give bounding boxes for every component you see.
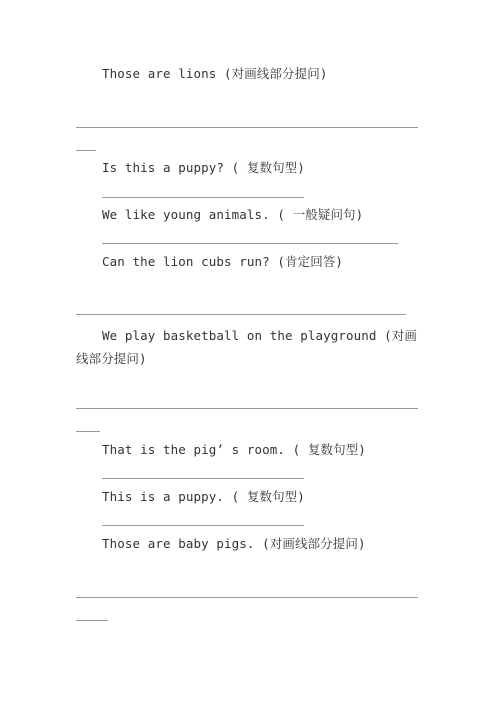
question-1: Those are lions (对画线部分提问) xyxy=(102,66,328,81)
answer-line-5 xyxy=(76,408,418,409)
question-2: Is this a puppy? ( 复数句型) xyxy=(102,160,305,175)
answer-line-3 xyxy=(102,243,398,244)
question-6: That is the pig’ s room. ( 复数句型) xyxy=(102,442,366,457)
answer-line-1 xyxy=(76,127,418,128)
answer-line-7 xyxy=(102,525,304,526)
answer-line-5-continued xyxy=(76,431,100,432)
answer-line-8 xyxy=(76,597,418,598)
answer-line-4 xyxy=(76,314,406,315)
question-8: Those are baby pigs. (对画线部分提问) xyxy=(102,536,366,551)
question-7: This is a puppy. ( 复数句型) xyxy=(102,489,305,504)
question-3: We like young animals. ( 一般疑问句) xyxy=(102,207,364,222)
question-4: Can the lion cubs run? (肯定回答) xyxy=(102,254,344,269)
answer-line-1-continued xyxy=(76,150,96,151)
answer-line-6 xyxy=(102,478,304,479)
question-5: We play basketball on the playground (对画线部分提问) xyxy=(76,328,417,366)
answer-line-8-continued xyxy=(76,620,108,621)
answer-line-2 xyxy=(102,197,304,198)
